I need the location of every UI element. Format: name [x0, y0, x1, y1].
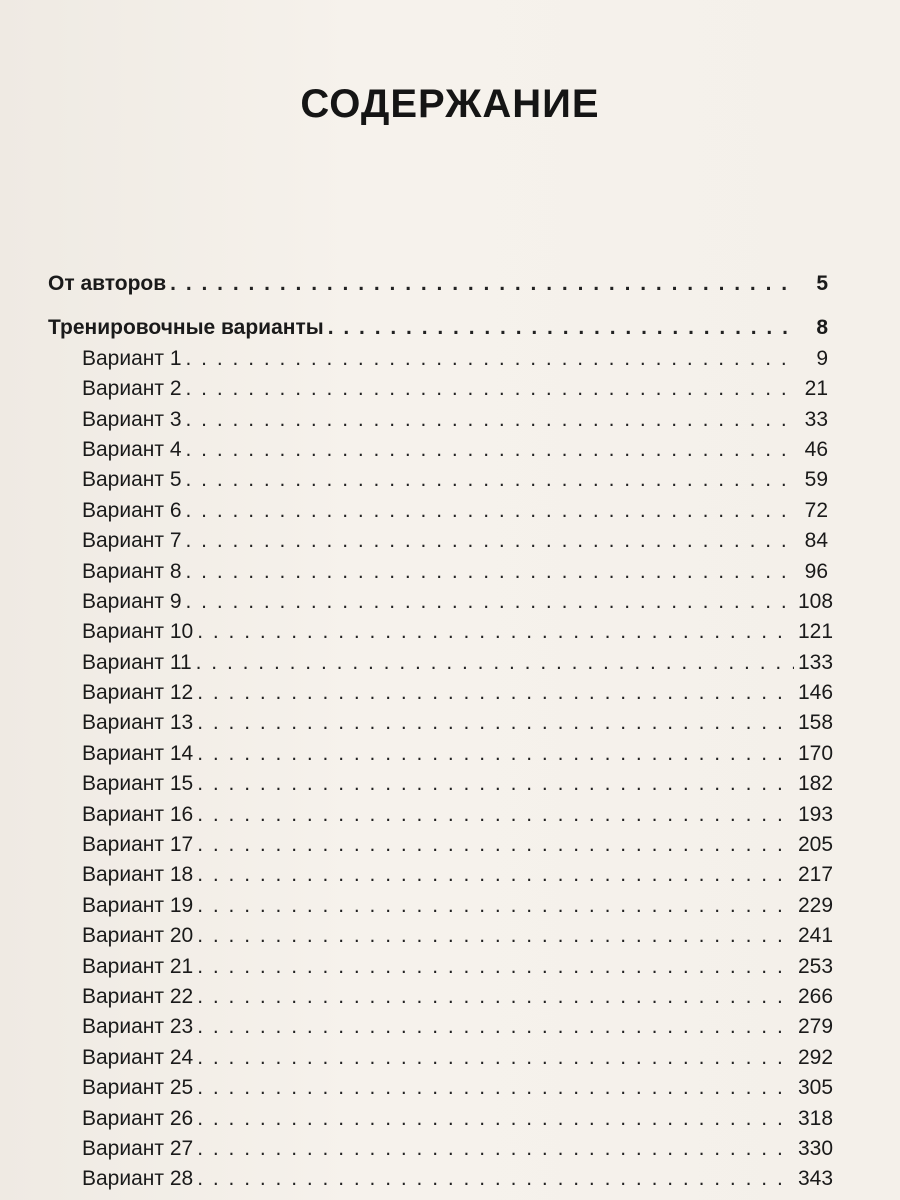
toc-entry-label: Вариант 23	[82, 1015, 194, 1039]
toc-entry-page: 121	[798, 620, 834, 644]
toc-entry-label: Вариант 14	[82, 741, 194, 765]
toc-entry-page: 5	[816, 272, 828, 295]
toc-entry-label: Вариант 2	[82, 377, 182, 401]
toc-entry-page: 305	[798, 1076, 834, 1100]
toc-entry-page: 46	[804, 437, 828, 461]
toc-entry-variant	[48, 468, 828, 498]
toc-entry-label: Вариант 8	[82, 559, 182, 583]
toc-leader-dots	[197, 924, 794, 948]
toc-leader-dots	[197, 985, 794, 1009]
toc-leader-dots	[197, 772, 794, 796]
toc-entry-label: Вариант 19	[82, 893, 194, 917]
toc-leader-dots	[197, 1137, 794, 1161]
toc-leader-dots	[196, 651, 794, 675]
toc-leader-dots	[186, 438, 794, 462]
toc-entry-variant	[48, 893, 834, 924]
toc-leader-dots	[197, 711, 794, 735]
toc-leader-dots	[197, 681, 794, 705]
toc-entry-page: 108	[798, 589, 834, 613]
toc-leader-dots	[197, 620, 794, 644]
toc-leader-dots	[186, 468, 794, 492]
toc-entry-label: Вариант 26	[82, 1106, 194, 1130]
toc-leader-dots	[186, 590, 794, 614]
toc-entry-variant	[48, 1136, 834, 1167]
toc-entry-variant	[48, 408, 828, 438]
toc-entry-variant	[48, 924, 834, 954]
toc-entry-label: Вариант 7	[82, 529, 182, 553]
toc-leader-dots	[186, 529, 794, 553]
toc-entry-label: Вариант 13	[82, 711, 194, 735]
toc-leader-dots	[186, 347, 794, 371]
toc-entry-page: 96	[804, 559, 828, 583]
toc-entry-variant	[48, 1015, 834, 1045]
toc-leader-dots	[186, 408, 794, 432]
toc-entry-label: Вариант 27	[82, 1136, 194, 1160]
toc-entry-label: Тренировочные варианты	[48, 316, 324, 340]
toc-entry-page: 72	[804, 498, 828, 522]
toc-entry-variant	[48, 1076, 834, 1106]
toc-entry-page: 9	[816, 346, 828, 370]
toc-entry-label: Вариант 11	[82, 650, 192, 674]
toc-entry-variant	[48, 499, 828, 529]
toc-entry-label: Вариант 1	[82, 346, 182, 370]
toc-entry-label: Вариант 9	[82, 589, 182, 613]
toc-entry-variant	[48, 863, 834, 893]
toc-entry-label: Вариант 4	[82, 437, 182, 461]
toc-entry-variant	[48, 1167, 834, 1197]
toc-leader-dots	[186, 560, 794, 584]
toc-entry-label: Вариант 21	[82, 954, 194, 978]
toc-entry-label: Вариант 6	[82, 498, 182, 522]
toc-entry-variant	[48, 772, 834, 802]
toc-entry-page: 318	[798, 1106, 834, 1130]
toc-entry-label: Вариант 17	[82, 833, 194, 857]
toc-leader-dots	[197, 1046, 794, 1070]
table-of-contents	[48, 272, 834, 1198]
toc-entry-label: Вариант 15	[82, 772, 194, 796]
toc-entry-page: 241	[798, 924, 834, 948]
toc-entry-page: 279	[798, 1015, 834, 1039]
toc-leader-dots	[197, 863, 794, 887]
toc-leader-dots	[328, 316, 794, 340]
toc-entry-variant	[48, 1106, 834, 1137]
toc-entry-label: Вариант 20	[82, 924, 194, 948]
toc-entry-variant	[48, 529, 828, 559]
toc-entry-page: 205	[798, 833, 834, 857]
toc-leader-dots	[197, 1107, 794, 1131]
toc-entry-training	[48, 316, 828, 346]
toc-entry-label: Вариант 22	[82, 984, 194, 1008]
toc-entry-page: 193	[798, 802, 834, 826]
toc-entry-variant	[48, 833, 834, 863]
toc-entry-label: Вариант 24	[82, 1045, 194, 1069]
toc-entry-variant	[48, 560, 828, 590]
toc-entry-variant	[48, 620, 834, 650]
toc-entry-page: 253	[798, 954, 834, 978]
toc-entry-label: Вариант 10	[82, 620, 194, 644]
toc-entry-page: 217	[798, 863, 834, 887]
toc-entry-variant	[48, 711, 834, 741]
toc-entry-page: 292	[798, 1045, 834, 1069]
toc-entry-variant	[48, 347, 828, 377]
toc-entry-page: 170	[798, 741, 834, 765]
toc-entry-variant	[48, 589, 834, 620]
toc-leader-dots	[197, 742, 794, 766]
page-title: СОДЕРЖАНИЕ	[300, 82, 600, 126]
toc-entry-page: 229	[798, 893, 834, 917]
toc-entry-page: 343	[798, 1167, 834, 1191]
toc-variant-list	[48, 346, 834, 1198]
toc-entry-page: 59	[804, 468, 828, 492]
toc-entry-page: 158	[798, 711, 834, 735]
toc-entry-page: 182	[798, 772, 834, 796]
toc-entry-variant	[48, 984, 834, 1015]
toc-entry-page: 266	[798, 984, 834, 1008]
toc-entry-page: 21	[804, 377, 828, 401]
toc-entry-label: Вариант 18	[82, 863, 194, 887]
toc-leader-dots	[170, 272, 794, 296]
toc-leader-dots	[197, 894, 794, 918]
toc-entry-page: 133	[798, 650, 834, 674]
toc-leader-dots	[197, 833, 794, 857]
toc-entry-page: 84	[804, 529, 828, 553]
toc-entry-variant	[48, 681, 834, 711]
toc-entry-label: Вариант 25	[82, 1076, 194, 1100]
toc-entry-label: Вариант 3	[82, 407, 182, 431]
toc-leader-dots	[197, 1167, 794, 1191]
toc-entry-page: 330	[798, 1136, 834, 1160]
toc-leader-dots	[197, 803, 794, 827]
toc-leader-dots	[186, 377, 794, 401]
toc-entry-variant	[48, 954, 834, 985]
toc-entry-label: От авторов	[48, 272, 167, 295]
toc-leader-dots	[197, 1015, 794, 1039]
toc-entry-page: 33	[804, 407, 828, 431]
toc-entry-variant	[48, 650, 834, 681]
toc-entry-variant	[48, 438, 828, 468]
toc-entry-variant	[48, 1045, 834, 1076]
toc-entry-label: Вариант 5	[82, 468, 182, 492]
toc-entry-variant	[48, 741, 834, 772]
toc-entry-authors	[48, 272, 828, 302]
toc-entry-page: 146	[798, 681, 834, 705]
toc-entry-page: 8	[816, 316, 828, 340]
toc-entry-variant	[48, 377, 828, 407]
toc-entry-label: Вариант 28	[82, 1167, 194, 1191]
toc-entry-label: Вариант 12	[82, 681, 194, 705]
toc-leader-dots	[197, 1076, 794, 1100]
toc-entry-label: Вариант 16	[82, 802, 194, 826]
toc-entry-variant	[48, 802, 834, 833]
toc-leader-dots	[197, 955, 794, 979]
toc-leader-dots	[186, 499, 794, 523]
